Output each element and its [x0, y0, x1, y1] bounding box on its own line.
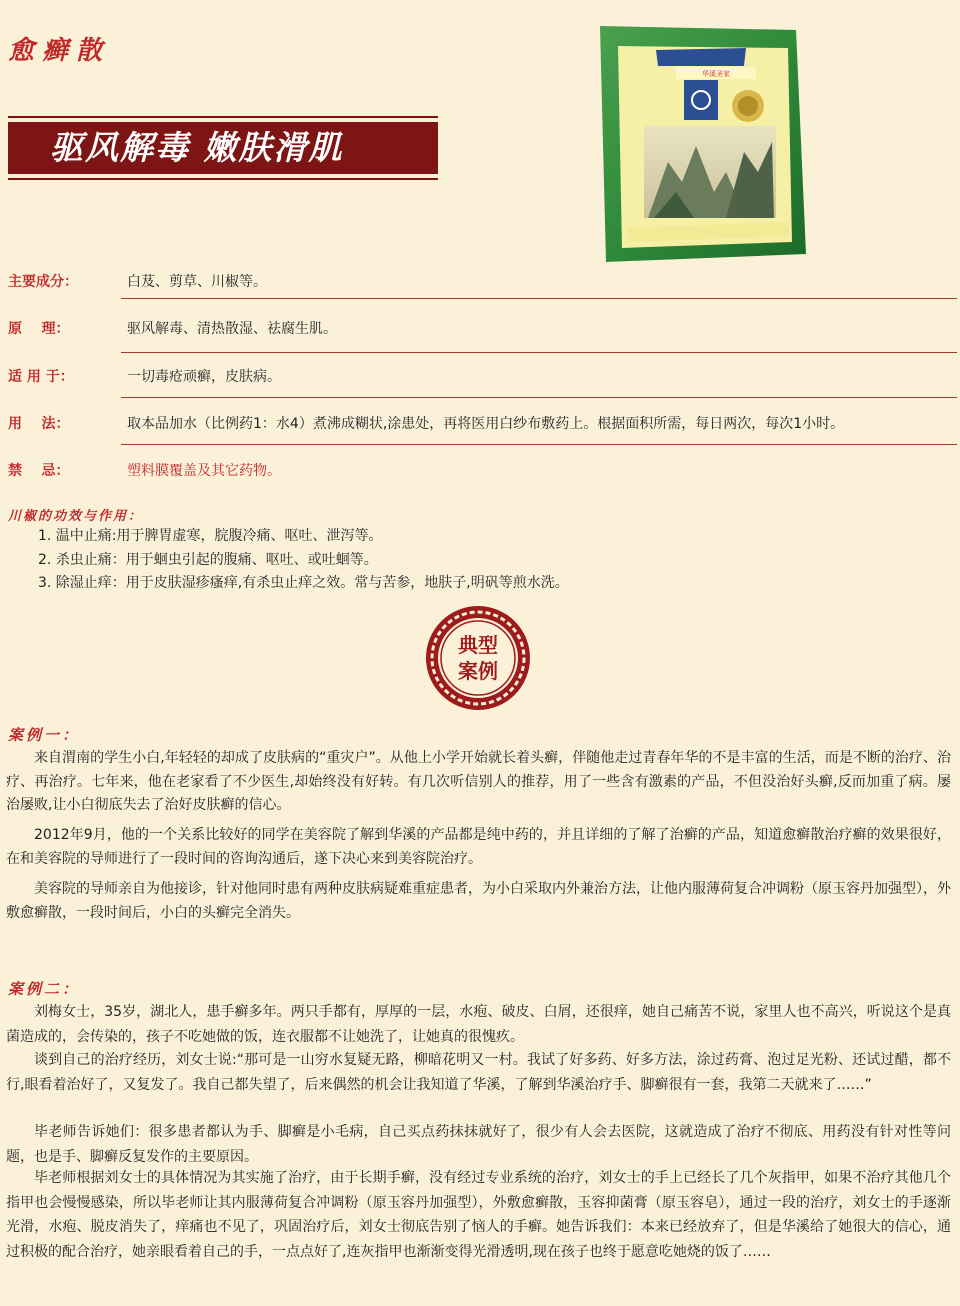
divider: [121, 352, 957, 353]
spec-label: 适 用 于：: [8, 369, 74, 385]
product-name: 愈癣散: [8, 36, 111, 66]
list-item: 2. 杀虫止痛：用于蛔虫引起的腹痛、呕吐、或吐蛔等。: [38, 552, 378, 568]
effects-title: 川椒的功效与作用：: [8, 509, 144, 524]
spec-row-ingredients: [0, 272, 960, 294]
spec-row-indication: [0, 367, 960, 389]
package-brand-text: 华溪圣家: [702, 70, 730, 78]
spec-row-contraindication: [0, 461, 960, 483]
case1-paragraph: 2012年9月，他的一个关系比较好的同学在美容院了解到华溪的产品都是纯中药的，并且详细的了解了治癣的产品，知道愈癣散治疗癣的效果很好，在和美容院的导师进行了一段时间的咨询沟通后，遂下决心来到美容院治疗。: [6, 827, 951, 867]
divider: [121, 444, 957, 445]
list-item: 3. 除湿止痒：用于皮肤湿疹瘙痒,有杀虫止痒之效。常与苦参，地肤子,明矾等煎水洗。: [38, 575, 569, 591]
spec-value: 取本品加水（比例药1：水4）煮沸成糊状,涂患处，再将医用白纱布敷药上。根据面积所需，每日两次，每次1小时。: [127, 416, 845, 432]
case2-paragraph: 刘梅女士，35岁，湖北人，患手癣多年。两只手都有，厚厚的一层，水疱、破皮、白屑，还很痒，她自己痛苦不说，家里人也不高兴，听说这个是真菌造成的，会传染的，孩子不吃她做的饭，连衣服都不让她洗了，让她真的很愧疚。: [6, 1004, 951, 1045]
spec-value: 塑料膜覆盖及其它药物。: [127, 463, 281, 479]
spec-label: 禁 忌：: [8, 463, 70, 479]
case1-paragraph: 美容院的导师亲自为他接诊，针对他同时患有两种皮肤病疑难重症患者，为小白采取内外兼治方法，让他内服薄荷复合冲调粉（原玉容丹加强型），外敷愈癣散，一段时间后，小白的头癣完全消失。: [6, 881, 951, 921]
package-label-band: [656, 48, 746, 66]
divider: [121, 298, 957, 299]
case1-paragraph: 来自渭南的学生小白,年轻轻的却成了皮肤病的“重灾户”。从他上小学开始就长着头癣，伴随他走过青春年华的不是丰富的生活，而是不断的治疗、治疗、再治疗。七年来，他在老家看了不少医生,却始终没有好转。有几次听信别人的推荐，用了一些含有激素的产品，不但没治好头癣,反而加重了病。屡治屡败,让小白彻底失去了治好皮肤癣的信心。: [6, 750, 951, 813]
divider: [8, 178, 438, 180]
case2-title: 案例二：: [8, 980, 81, 998]
slogan-banner: [8, 116, 438, 180]
spec-value: 驱风解毒、清热散湿、祛腐生肌。: [127, 321, 337, 337]
package-logo-icon: [684, 80, 718, 120]
spec-label: 主要成分：: [8, 274, 78, 290]
divider: [121, 397, 957, 398]
seal-text-line1: 典型: [458, 633, 498, 657]
typical-cases-seal-icon: [424, 604, 532, 712]
case2-paragraph: 毕老师根据刘女士的具体情况为其实施了治疗，由于长期手癣，没有经过专业系统的治疗，刘女士的手上已经长了几个灰指甲，如果不治疗其他几个指甲也会慢慢感染，所以毕老师让其内服薄荷复合冲调粉（原玉容丹加强型），外敷愈癣散，玉容抑菌膏（原玉容皂），通过一段的治疗，刘女士的手逐渐光滑，水疱、脱皮消失了，痒痛也不见了，巩固治疗后，刘女士彻底告别了恼人的手癣。她告诉我们：本来已经放弃了，但是华溪给了她很大的信心，通过积极的配合治疗，她亲眼看着自己的手，一点点好了,连灰指甲也渐渐变得光滑透明,现在孩子也终于愿意吃她烧的饭了……: [6, 1170, 951, 1260]
case2-paragraph: 谈到自己的治疗经历，刘女士说:“那可是一山穷水复疑无路，柳暗花明又一村。我试了好多药、好多方法，涂过药膏、泡过足光粉、还试过醋，都不行,眼看着治好了，又复发了。我自己都失望了，后来偶然的机会让我知道了华溪，了解到华溪治疗手、脚癣很有一套，我第二天就来了……”: [6, 1052, 951, 1093]
list-item: 1. 温中止痛:用于脾胃虚寒，脘腹冷痛、呕吐、泄泻等。: [38, 528, 383, 544]
seal-text-line2: 案例: [458, 659, 498, 683]
product-package-image: [596, 22, 808, 264]
case1-title: 案例一：: [8, 726, 81, 744]
slogan-text: 驱风解毒 嫩肤滑肌: [8, 122, 438, 174]
spec-row-principle: [0, 319, 960, 341]
spec-label: 原 理：: [8, 321, 70, 337]
divider: [8, 116, 438, 118]
spec-value: 白芨、剪草、川椒等。: [127, 274, 267, 290]
spec-label: 用 法：: [8, 416, 70, 432]
spec-row-usage: [0, 414, 960, 436]
spec-value: 一切毒疮顽癣，皮肤病。: [127, 369, 281, 385]
case2-paragraph: 毕老师告诉她们：很多患者都认为手、脚癣是小毛病，自己买点药抹抹就好了，很少有人会去医院，这就造成了治疗不彻底、用药没有针对性等问题，也是手、脚癣反复发作的主要原因。: [6, 1124, 951, 1165]
